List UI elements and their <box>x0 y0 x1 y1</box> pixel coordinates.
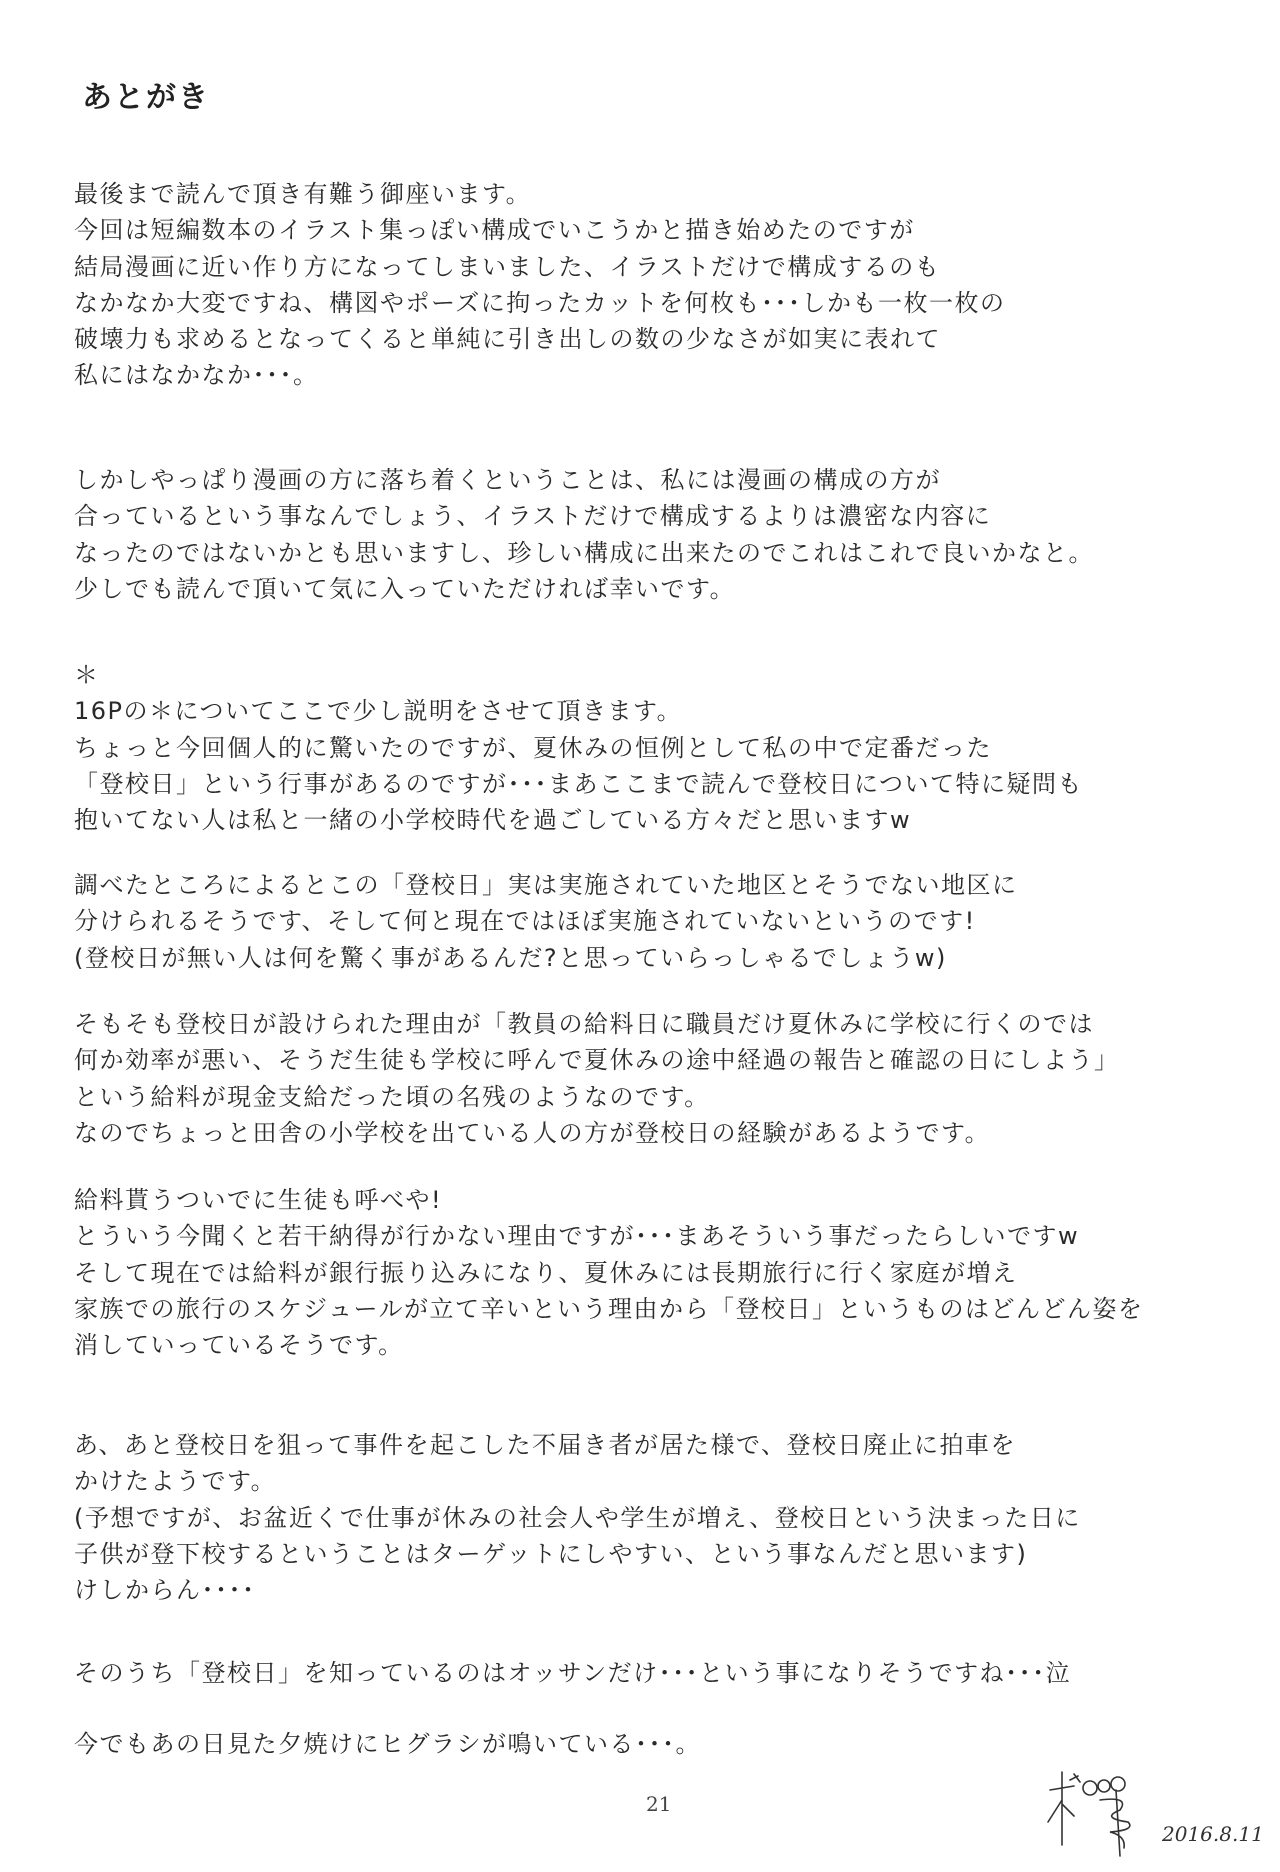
text-line: 何か効率が悪い、そうだ生徒も学校に呼んで夏休みの途中経過の報告と確認の日にしよう」 <box>74 1046 1120 1075</box>
text-line: ちょっと今回個人的に驚いたのですが、夏休みの恒例として私の中で定番だった <box>74 733 992 762</box>
paragraph <box>74 867 1018 976</box>
paragraph <box>74 1182 1144 1363</box>
text-line: (登校日が無い人は何を驚く事があるんだ?と思っていらっしゃるでしょうw) <box>74 943 947 972</box>
text-line: 今回は短編数本のイラスト集っぽい構成でいこうかと描き始めたのですが <box>74 216 915 245</box>
text-line: けしからん････ <box>74 1576 256 1605</box>
text-line: あ、あと登校日を狙って事件を起こした不届き者が居た様で、登校日廃止に拍車を <box>74 1431 1017 1459</box>
text-line: 家族での旅行のスケジュールが立て辛いという理由から「登校日」というものはどんどん姿を <box>74 1294 1144 1323</box>
paragraph <box>74 657 1083 838</box>
text-line: 消していっているそうです。 <box>74 1331 404 1360</box>
page-number: 21 <box>646 1792 672 1816</box>
text-line: 破壊力も求めるとなってくると単純に引き出しの数の少なさが如実に表れて <box>74 325 941 354</box>
paragraph <box>74 1427 1081 1608</box>
paragraph <box>74 1655 1071 1691</box>
text-line: 少しでも読んで頂いて気に入っていただければ幸いです。 <box>74 574 736 603</box>
text-line: そもそも登校日が設けられた理由が「教員の給料日に職員だけ夏休みに学校に行くのでは <box>74 1010 1094 1038</box>
text-line: ＊ <box>74 661 100 689</box>
paragraph <box>74 1726 701 1762</box>
text-line: そして現在では給料が銀行振り込みになり、夏休みには長期旅行に行く家庭が増え <box>74 1258 1018 1287</box>
text-line: 抱いてない人は私と一緒の小学校時代を過ごしている方々だと思いますw <box>74 806 912 835</box>
signature-date: 2016.8.11 <box>1162 1822 1264 1846</box>
paragraph <box>74 176 1006 394</box>
text-line: (予想ですが、お盆近くで仕事が休みの社会人や学生が増え、登校日という決まった日に <box>74 1503 1081 1532</box>
text-line: とういう今聞くと若干納得が行かない理由ですが･･･まあそういう事だったらしいですw <box>74 1222 1080 1251</box>
paragraph <box>74 462 1094 607</box>
text-line: しかしやっぱり漫画の方に落ち着くということは、私には漫画の構成の方が <box>74 466 941 494</box>
text-line: 今でもあの日見た夕焼けにヒグラシが鳴いている･･･。 <box>74 1730 701 1758</box>
text-line: 私にはなかなか･･･。 <box>74 361 319 390</box>
text-line: 合っているという事なんでしょう、イラストだけで構成するよりは濃密な内容に <box>74 502 992 531</box>
text-line: そのうち「登校日」を知っているのはオッサンだけ･･･という事になりそうですね･･･泣 <box>74 1659 1072 1687</box>
page-title: あとがき <box>82 80 210 115</box>
text-line: 最後まで読んで頂き有難う御座います。 <box>74 180 532 208</box>
text-line: 結局漫画に近い作り方になってしまいました、イラストだけで構成するのも <box>74 252 941 281</box>
text-line: 給料貰うついでに生徒も呼べや! <box>74 1186 443 1214</box>
text-line: 調べたところによるとこの「登校日」実は実施されていた地区とそうでない地区に <box>74 871 1018 899</box>
text-line: なったのではないかとも思いますし、珍しい構成に出来たのでこれはこれで良いかなと。 <box>74 538 1094 567</box>
text-line: 分けられるそうです、そして何と現在ではほぼ実施されていないというのです! <box>74 907 976 936</box>
text-line: 16Pの＊についてここで少し説明をさせて頂きます。 <box>74 697 683 726</box>
text-line: なかなか大変ですね、構図やポーズに拘ったカットを何枚も･･･しかも一枚一枚の <box>74 288 1006 317</box>
text-line: かけたようです。 <box>74 1467 277 1496</box>
text-line: なのでちょっと田舎の小学校を出ている人の方が登校日の経験があるようです。 <box>74 1118 991 1147</box>
text-line: という給料が現金支給だった頃の名残のようなのです。 <box>74 1082 710 1111</box>
text-line: 「登校日」という行事があるのですが･･･まあここまで読んで登校日について特に疑問も <box>74 769 1084 798</box>
text-line: 子供が登下校するということはターゲットにしやすい、という事なんだと思います) <box>74 1539 1028 1568</box>
paragraph <box>74 1006 1120 1151</box>
